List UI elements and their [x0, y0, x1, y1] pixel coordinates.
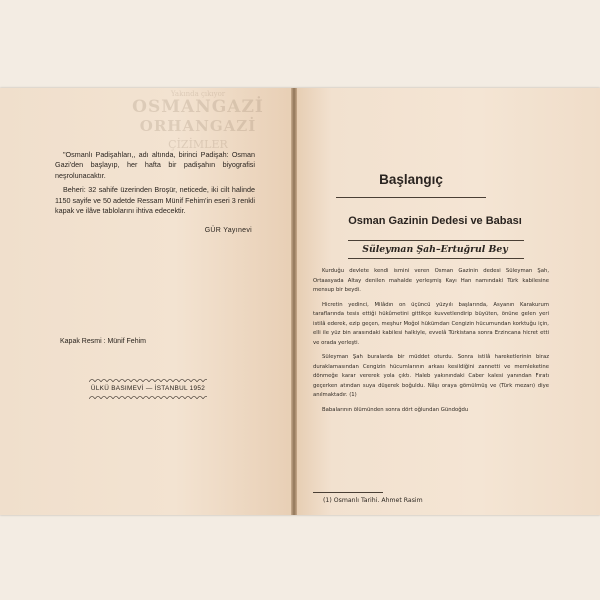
- chapter-rule: [336, 197, 486, 198]
- chapter-title: Başlangıç: [379, 172, 443, 187]
- ornament-top: [89, 378, 207, 382]
- faded-title-line-2: OSMANGAZİ: [132, 97, 264, 118]
- body-paragraph: Hicretin yedinci, Milâdın on üçüncü yüzyılı başlarında, Asyanın Karakurum taraflarında tesis ettiği hükûmetini gittikçe kuvvetlendirip büyüten, önüne gelen yeri istilâ ederek, ezip geçen, meşhur Moğol hükümdarı Cengizin hücumundan korktuğu için, elli ile yüz bin arasındaki kabilesi halkiyle, evvelâ Türkistana sonra Erzincana hicret etti ve orada yerleşti.: [313, 301, 549, 346]
- footnote: (1) Osmanlı Tarihi. Ahmet Rasim: [323, 497, 423, 504]
- printer-imprint: [88, 378, 208, 399]
- body-paragraph: Süleyman Şah buralarda bir müddet oturdu. Sonra istilâ hareketlerinin biraz duraklamasından Cengizin hücumlarının arkası kesildiğini zannetti ve memleketine dönmeğe karar vererek yola çıktı. Haleb yakınındaki Caber kalesi yanından Fıratı geçerken atından suya düşerek boğuldu. Nâşı oraya gömülmüş ve (Türk mezarı) diye anılmaktadır. (1): [313, 354, 549, 398]
- subtitle-rule-top: [348, 240, 524, 241]
- body-paragraph: Babalarının ölümünden sonra dört oğlundan Gündoğdu: [322, 406, 469, 413]
- faded-title-line-4: ÇİZİMLER: [168, 137, 228, 151]
- announcement-paragraph-2: Beheri: 32 sahife üzerinden Broşür, neticede, iki cilt halinde 1150 sayife ve 50 adetde Ressam Münif Fehim'in eseri 3 renkli kapak ve ilâve tablolarını ihtiva edecektir.: [55, 185, 255, 216]
- publisher-name: GÜR Yayınevi: [204, 227, 252, 234]
- faded-title-line-1: Yakında çıkıyor: [170, 90, 226, 98]
- printer-text: ÜLKÜ BASIMEVİ — İSTANBUL 1952: [90, 385, 206, 392]
- faded-title-line-3: ORHANGAZİ: [139, 116, 257, 135]
- faded-show-through-title: [128, 90, 268, 151]
- section-subtitle: Süleyman Şah–Ertuğrul Bey: [362, 244, 508, 255]
- book-gutter: [291, 88, 297, 515]
- section-title: Osman Gazinin Dedesi ve Babası: [348, 215, 522, 227]
- announcement-paragraph-1: "Osmanlı Padişahları,, adı altında, birinci Padişah: Osman Gazi'den başlayıp, her hafta bir padişahın biyografisi neşrolunacaktır.: [55, 150, 255, 180]
- subtitle-rule-bottom: [348, 258, 524, 259]
- series-announcement: [55, 150, 255, 216]
- chapter-body: [313, 267, 549, 415]
- body-paragraph: Kurduğu devlete kendi ismini veren Osman Gazinin dedesi Süleyman Şah, Ortaasyada Altay denilen mahalde yerleşmiş Kayı Han namındaki Türk kabilesine mensup bir beydi.: [313, 268, 549, 293]
- cover-illustrator-credit: Kapak Resmi : Münif Fehim: [60, 338, 146, 345]
- ornament-bottom: [89, 395, 207, 399]
- footnote-rule: [313, 492, 383, 493]
